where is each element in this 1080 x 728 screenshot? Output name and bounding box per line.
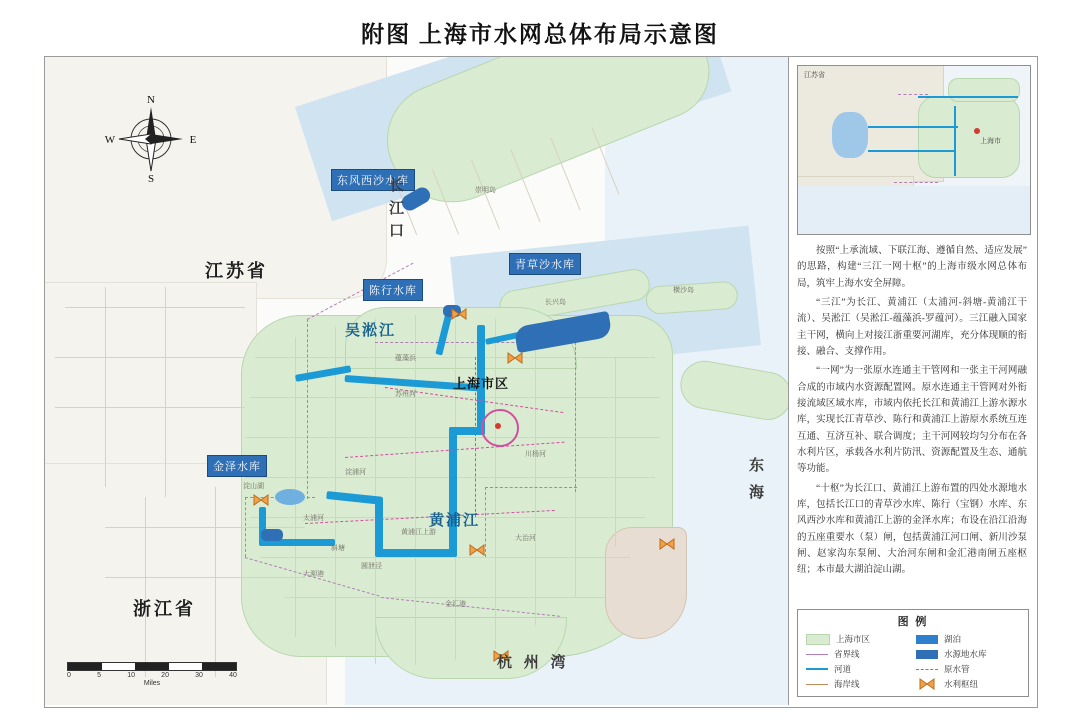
inset-channel <box>954 106 956 176</box>
legend-label: 海岸线 <box>834 679 860 689</box>
dianshan-lake <box>275 489 305 505</box>
inset-shanghai-area <box>918 96 1020 178</box>
grid-line <box>535 325 536 625</box>
label-dianpu-river: 淀浦河 <box>345 468 366 476</box>
grid-line <box>415 315 416 665</box>
inset-label-jiangsu: 江苏省 <box>804 71 825 79</box>
callout-dongfeng-xisha[interactable]: 东风西沙水库 <box>331 169 415 191</box>
legend-item-reservoir <box>916 648 1020 660</box>
scale-bar <box>67 662 237 687</box>
hub-marker[interactable] <box>451 307 467 319</box>
map-frame <box>44 56 1038 708</box>
label-yangtze-estuary: 长 江 口 <box>387 177 403 240</box>
city-center-dot <box>495 423 501 429</box>
grid-line <box>105 527 305 528</box>
inset-chongming <box>948 78 1020 102</box>
description-text <box>797 243 1027 613</box>
province-boundary <box>485 487 577 488</box>
callout-jinze[interactable]: 金泽水库 <box>207 455 267 477</box>
inset-channel <box>868 150 954 152</box>
label-taipu-river: 太浦河 <box>303 514 324 522</box>
label-wusong-river: 吴淞江 <box>345 323 397 339</box>
legend-label: 河道 <box>834 664 852 674</box>
label-jiangsu: 江苏省 <box>205 261 268 281</box>
page-title: 附图 上海市水网总体布局示意图 <box>361 22 719 47</box>
grid-line <box>615 357 616 547</box>
desc-paragraph: 按照“上承流域、下联江海、遵循自然、适应发展”的思路，构建“三江一网十枢”的上海市级水网总体布局，筑牢上海水安全屏障。 <box>797 246 1027 289</box>
grid-line <box>295 337 296 637</box>
reservoir-fill-swatch <box>916 650 938 659</box>
label-chuanyang-river: 川杨河 <box>525 450 546 458</box>
svg-text:N: N <box>147 94 155 106</box>
scale-unit: Miles <box>143 680 161 687</box>
svg-text:E: E <box>189 134 197 146</box>
legend-label: 上海市区 <box>836 634 871 644</box>
scale-tick: 0 <box>67 672 71 679</box>
river-line-swatch <box>806 668 828 670</box>
callout-qingcaosha[interactable]: 青草沙水库 <box>509 253 581 275</box>
legend-item-rawwater <box>916 663 1020 675</box>
legend-title: 图 例 <box>897 616 929 628</box>
desc-paragraph: “一网”为一张原水连通主干管网和一张主干河网融合成的市域内水资源配置网。原水连通主干管网对外衔接流域区域水库，市域内依托长江和黄浦江上游水源水库，实现长江青草沙、陈行和黄浦江上游原水系统互连互通、互济互补、联合调度；主干河网较均匀分布在各水利片区，承载各水利片防汛、资源配置及生态、通航等功能。 <box>797 366 1027 475</box>
label-dazhi-river: 大治河 <box>515 534 536 542</box>
legend-item-city <box>806 633 910 645</box>
legend-item-lake <box>916 633 1020 645</box>
grid-line <box>495 319 496 649</box>
inset-city-marker <box>974 128 980 134</box>
rawwater-line-swatch <box>916 669 938 670</box>
inset-locator-map[interactable] <box>797 65 1031 235</box>
province-boundary <box>245 497 246 557</box>
desc-paragraph: “三江”为长江、黄浦江（太浦河-斜塘-黄浦江干流）、吴淞江（吴淞江-蕴藻浜-罗蕴河）。三江融入国家主干网，横向上对接江浙重要河湖库，充分体现顺的衔接、融合、支撑作用。 <box>797 297 1027 357</box>
label-jinhui-port: 金汇港 <box>445 600 466 608</box>
lake-fill-swatch <box>916 635 938 644</box>
huangpu-river-channel <box>375 549 457 557</box>
map-canvas[interactable] <box>45 57 789 705</box>
legend-item-hub <box>916 678 1020 690</box>
scale-tick: 20 <box>161 672 169 679</box>
compass-rose <box>103 87 199 183</box>
label-yunzaobang: 蕴藻浜 <box>395 354 416 362</box>
label-dianshan-lake: 淀山湖 <box>243 482 264 490</box>
hub-marker[interactable] <box>507 351 523 363</box>
huangpu-river-channel <box>375 497 383 555</box>
label-hangzhou-bay: 杭 州 湾 <box>497 655 570 671</box>
grid-line <box>165 287 166 497</box>
province-line-swatch <box>806 654 828 655</box>
hub-marker[interactable] <box>253 493 269 505</box>
desc-paragraph: “十枢”为长江口、黄浦江上游布置的四处水源地水库，包括长江口的青草沙水库、陈行（宝钢）水库、东风西沙水库和黄浦江上游的金泽水库；布设在沿江沿海的五座重要水（泵）闸，包括黄浦江河口闸、新川沙泵闸、赵家沟东泵闸、大治河东闸和金汇港南闸五座枢纽；本市最大湖泊淀山湖。 <box>797 483 1027 576</box>
label-hengsha: 横沙岛 <box>673 286 694 294</box>
city-fill-swatch <box>806 634 830 645</box>
legend <box>797 609 1029 697</box>
scale-tick: 10 <box>127 672 135 679</box>
inset-label-shanghai: 上海市 <box>980 137 1001 145</box>
huangpu-river-channel <box>449 427 457 557</box>
label-huangpu-river: 黄浦江 <box>429 513 481 529</box>
label-suzhou-creek: 苏州河 <box>395 390 416 398</box>
legend-label: 湖泊 <box>944 634 962 644</box>
legend-item-river <box>806 663 910 675</box>
hub-marker[interactable] <box>469 543 485 555</box>
label-city: 上海市区 <box>453 376 510 391</box>
svg-text:W: W <box>104 134 116 146</box>
hub-icon <box>916 680 938 689</box>
label-yuanxiejing: 圆泄泾 <box>361 562 382 570</box>
hub-marker[interactable] <box>659 537 675 549</box>
inset-channel <box>918 96 1018 98</box>
grid-line <box>285 597 605 598</box>
west-plain <box>45 282 257 464</box>
svg-text:S: S <box>147 173 155 183</box>
inset-sea-water <box>798 186 1030 234</box>
legend-label: 水源地水库 <box>944 649 987 659</box>
legend-label: 省界线 <box>834 649 860 659</box>
inset-taihu-lake <box>832 112 868 158</box>
inset-boundary <box>894 182 938 183</box>
legend-label: 水利枢纽 <box>944 679 979 689</box>
province-boundary <box>575 342 576 492</box>
province-boundary <box>485 487 486 557</box>
grid-line <box>55 407 245 408</box>
province-boundary <box>307 319 308 499</box>
label-east-sea: 东 海 <box>747 457 763 503</box>
label-huangpu-upper: 黄浦江上游 <box>401 528 436 536</box>
label-chongming: 崇明岛 <box>475 186 496 194</box>
grid-line <box>55 357 245 358</box>
scale-tick: 40 <box>229 672 237 679</box>
grid-line <box>145 497 146 677</box>
label-changxing: 长兴岛 <box>545 298 566 306</box>
grid-line <box>215 487 216 677</box>
label-xietang: 斜塘 <box>331 544 345 552</box>
inset-channel <box>868 126 958 128</box>
coast-line-swatch <box>806 684 828 685</box>
grid-line <box>105 577 305 578</box>
legend-label: 原水管 <box>944 664 970 674</box>
scale-tick: 30 <box>195 672 203 679</box>
legend-item-province-line <box>806 648 910 660</box>
label-zhejiang: 浙江省 <box>133 599 196 619</box>
grid-line <box>65 307 245 308</box>
grid-line <box>375 319 376 664</box>
right-panel <box>788 57 1037 705</box>
label-damaogang: 大泖港 <box>303 570 324 578</box>
grid-line <box>105 287 106 487</box>
scale-tick: 5 <box>97 672 101 679</box>
callout-chenhang[interactable]: 陈行水库 <box>363 279 423 301</box>
jinze-reservoir <box>261 529 283 541</box>
inset-boundary <box>898 94 928 95</box>
legend-item-coast <box>806 678 910 690</box>
rawwater-pipe <box>475 357 476 517</box>
